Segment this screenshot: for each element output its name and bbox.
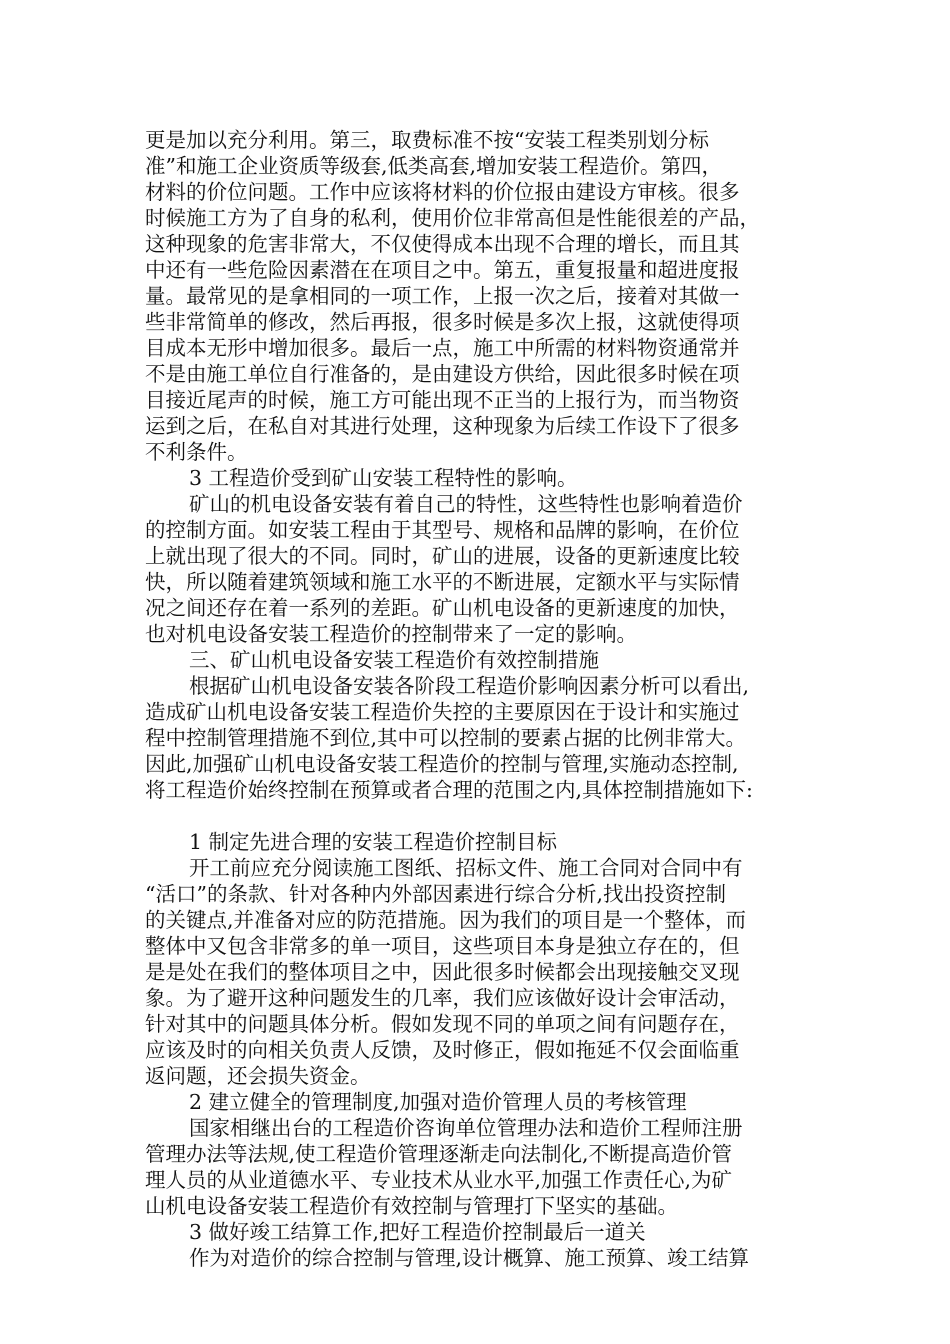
text-line: “活口”的条款、针对各种内外部因素进行综合分析,找出投资控制 bbox=[145, 882, 726, 906]
text-line: 中还有一些危险因素潜在在项目之中。第五，重复报量和超进度报 bbox=[145, 258, 740, 282]
paragraph-first-line: 矿山的机电设备安装有着自己的特性，这些特性也影响着造价 bbox=[189, 492, 743, 516]
text-line: 的控制方面。如安装工程由于其型号、规格和品牌的影响，在价位 bbox=[145, 518, 740, 542]
text-line: 整体中又包含非常多的单一项目，这些项目本身是独立存在的，但 bbox=[145, 934, 740, 958]
text-line: 造成矿山机电设备安装工程造价失控的主要原因在于设计和实施过 bbox=[145, 700, 740, 724]
chapter-heading: 三、矿山机电设备安装工程造价有效控制措施 bbox=[189, 648, 599, 672]
paragraph-first-line: 国家相继出台的工程造价咨询单位管理办法和造价工程师注册 bbox=[189, 1116, 743, 1140]
text-line: 也对机电设备安装工程造价的控制带来了一定的影响。 bbox=[145, 622, 637, 646]
section-heading: 1 制定先进合理的安装工程造价控制目标 bbox=[189, 830, 558, 854]
text-line: 运到之后，在私自对其进行处理，这种现象为后续工作设下了很多 bbox=[145, 414, 740, 438]
text-line: 些非常简单的修改，然后再报，很多时候是多次上报，这就使得项 bbox=[145, 310, 740, 334]
text-line: 不是由施工单位自行准备的，是由建设方供给，因此很多时候在项 bbox=[145, 362, 740, 386]
paragraph-first-line: 作为对造价的综合控制与管理,设计概算、施工预算、竣工结算 bbox=[189, 1246, 750, 1270]
text-line: 快，所以随着建筑领域和施工水平的不断进展，定额水平与实际情 bbox=[145, 570, 740, 594]
blank-line bbox=[145, 803, 810, 829]
text-line: 的关键点,并准备对应的防范措施。因为我们的项目是一个整体，而 bbox=[145, 908, 747, 932]
paragraph-first-line: 开工前应充分阅读施工图纸、招标文件、施工合同对合同中有 bbox=[189, 856, 743, 880]
text-line: 准”和施工企业资质等级套,低类高套,增加安装工程造价。第四， bbox=[145, 154, 723, 178]
text-line: 返问题，还会损失资金。 bbox=[145, 1064, 371, 1088]
text-line: 将工程造价始终控制在预算或者合理的范围之内,具体控制措施如下: bbox=[145, 778, 753, 802]
text-line: 程中控制管理措施不到位,其中可以控制的要素占据的比例非常大。 bbox=[145, 726, 747, 750]
text-line: 山机电设备安装工程造价有效控制与管理打下坚实的基础。 bbox=[145, 1194, 678, 1218]
text-line: 时候施工方为了自身的私利，使用价位非常高但是性能很差的产品， bbox=[145, 206, 760, 230]
body-text bbox=[145, 127, 810, 1271]
text-line: 目成本无形中增加很多。最后一点，施工中所需的材料物资通常并 bbox=[145, 336, 740, 360]
text-line: 目接近尾声的时候，施工方可能出现不正当的上报行为，而当物资 bbox=[145, 388, 740, 412]
text-line: 针对其中的问题具体分析。假如发现不同的单项之间有问题存在， bbox=[145, 1012, 740, 1036]
text-line: 这种现象的危害非常大，不仅使得成本出现不合理的增长，而且其 bbox=[145, 232, 740, 256]
text-line: 管理办法等法规,使工程造价管理逐渐走向法制化,不断提高造价管 bbox=[145, 1142, 733, 1166]
text-line: 量。最常见的是拿相同的一项工作，上报一次之后，接着对其做一 bbox=[145, 284, 740, 308]
text-line: 因此,加强矿山机电设备安装工程造价的控制与管理,实施动态控制, bbox=[145, 752, 739, 776]
text-line: 象。为了避开这种问题发生的几率，我们应该做好设计会审活动， bbox=[145, 986, 740, 1010]
text-line: 应该及时的向相关负责人反馈，及时修正，假如拖延不仅会面临重 bbox=[145, 1038, 740, 1062]
text-line: 不利条件。 bbox=[145, 440, 248, 464]
section-heading: 3 做好竣工结算工作,把好工程造价控制最后一道关 bbox=[189, 1220, 646, 1244]
text-line: 更是加以充分利用。第三，取费标准不按“安装工程类别划分标 bbox=[145, 128, 709, 152]
section-heading: 3 工程造价受到矿山安装工程特性的影响。 bbox=[189, 466, 578, 490]
text-line: 上就出现了很大的不同。同时，矿山的进展，设备的更新速度比较 bbox=[145, 544, 740, 568]
section-heading: 2 建立健全的管理制度,加强对造价管理人员的考核管理 bbox=[189, 1090, 687, 1114]
text-line: 材料的价位问题。工作中应该将材料的价位报由建设方审核。很多 bbox=[145, 180, 740, 204]
text-line: 况之间还存在着一系列的差距。矿山机电设备的更新速度的加快， bbox=[145, 596, 740, 620]
paragraph-first-line: 根据矿山机电设备安装各阶段工程造价影响因素分析可以看出, bbox=[189, 674, 750, 698]
text-line: 是是处在我们的整体项目之中，因此很多时候都会出现接触交叉现 bbox=[145, 960, 740, 984]
text-line: 理人员的从业道德水平、专业技术从业水平,加强工作责任心,为矿 bbox=[145, 1168, 733, 1192]
